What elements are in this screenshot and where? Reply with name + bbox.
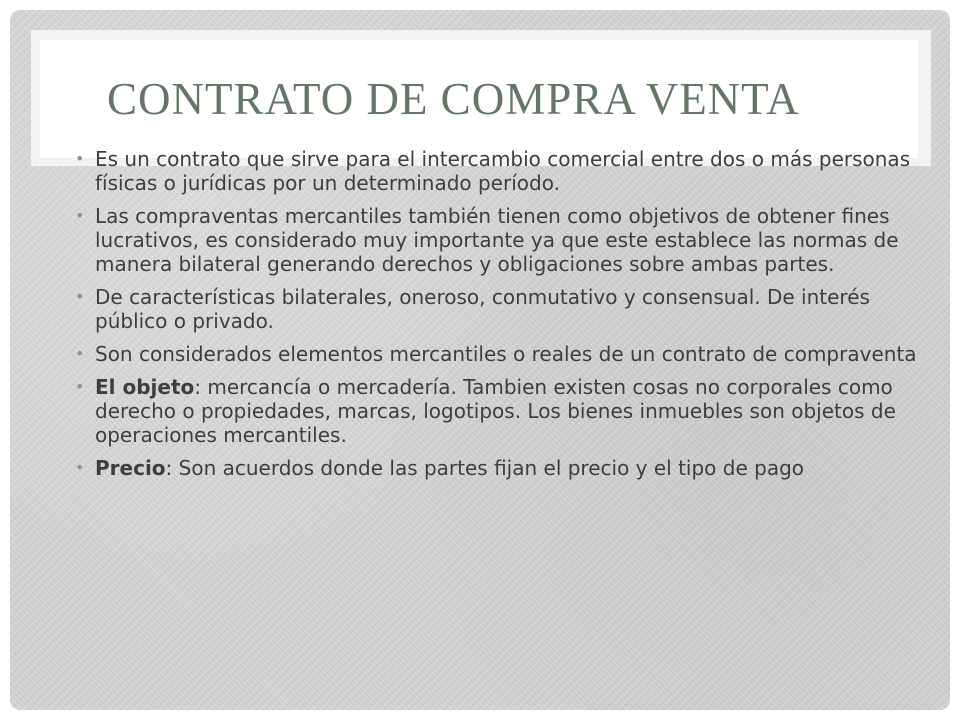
bullet-term: Precio [95,456,166,480]
bullet-text: Es un contrato que sirve para el intercambio comercial entre dos o más personas físicas o jurídicas por un determinado período. [95,147,911,195]
bullet-item-4 [75,342,920,366]
bullet-text: : mercancía o mercadería. Tambien existen cosas no corporales como derecho o propiedades, marcas, logotipos. Los bienes inmuebles son objetos de operaciones mercantiles. [95,375,896,447]
bullet-dot-icon: • [75,149,85,168]
bullet-dot-icon: • [75,344,85,363]
bullet-text: Son considerados elementos mercantiles o reales de un contrato de compraventa [95,342,917,366]
bullet-item-2 [75,204,920,276]
bullet-dot-icon: • [75,206,85,225]
bullet-item-5 [75,375,920,447]
bullet-text: : Son acuerdos donde las partes fijan el precio y el tipo de pago [165,456,805,480]
bullet-dot-icon: • [75,458,85,477]
bullet-item-1 [75,147,920,195]
bullet-text: De características bilaterales, oneroso, conmutativo y consensual. De interés público o privado. [95,285,870,333]
bullet-item-3 [75,285,920,333]
bullet-item-6 [75,456,920,480]
bullet-dot-icon: • [75,377,85,396]
bullet-dot-icon: • [75,287,85,306]
bullet-term: El objeto [95,375,195,399]
slide-title: CONTRATO DE COMPRA VENTA [107,74,800,124]
bullet-list [75,147,920,489]
bullet-text: Las compraventas mercantiles también tienen como objetivos de obtener fines lucrativos, es considerado muy importante ya que este establece las normas de manera bilateral generando derechos y obligaciones sobre ambas partes. [95,204,899,276]
